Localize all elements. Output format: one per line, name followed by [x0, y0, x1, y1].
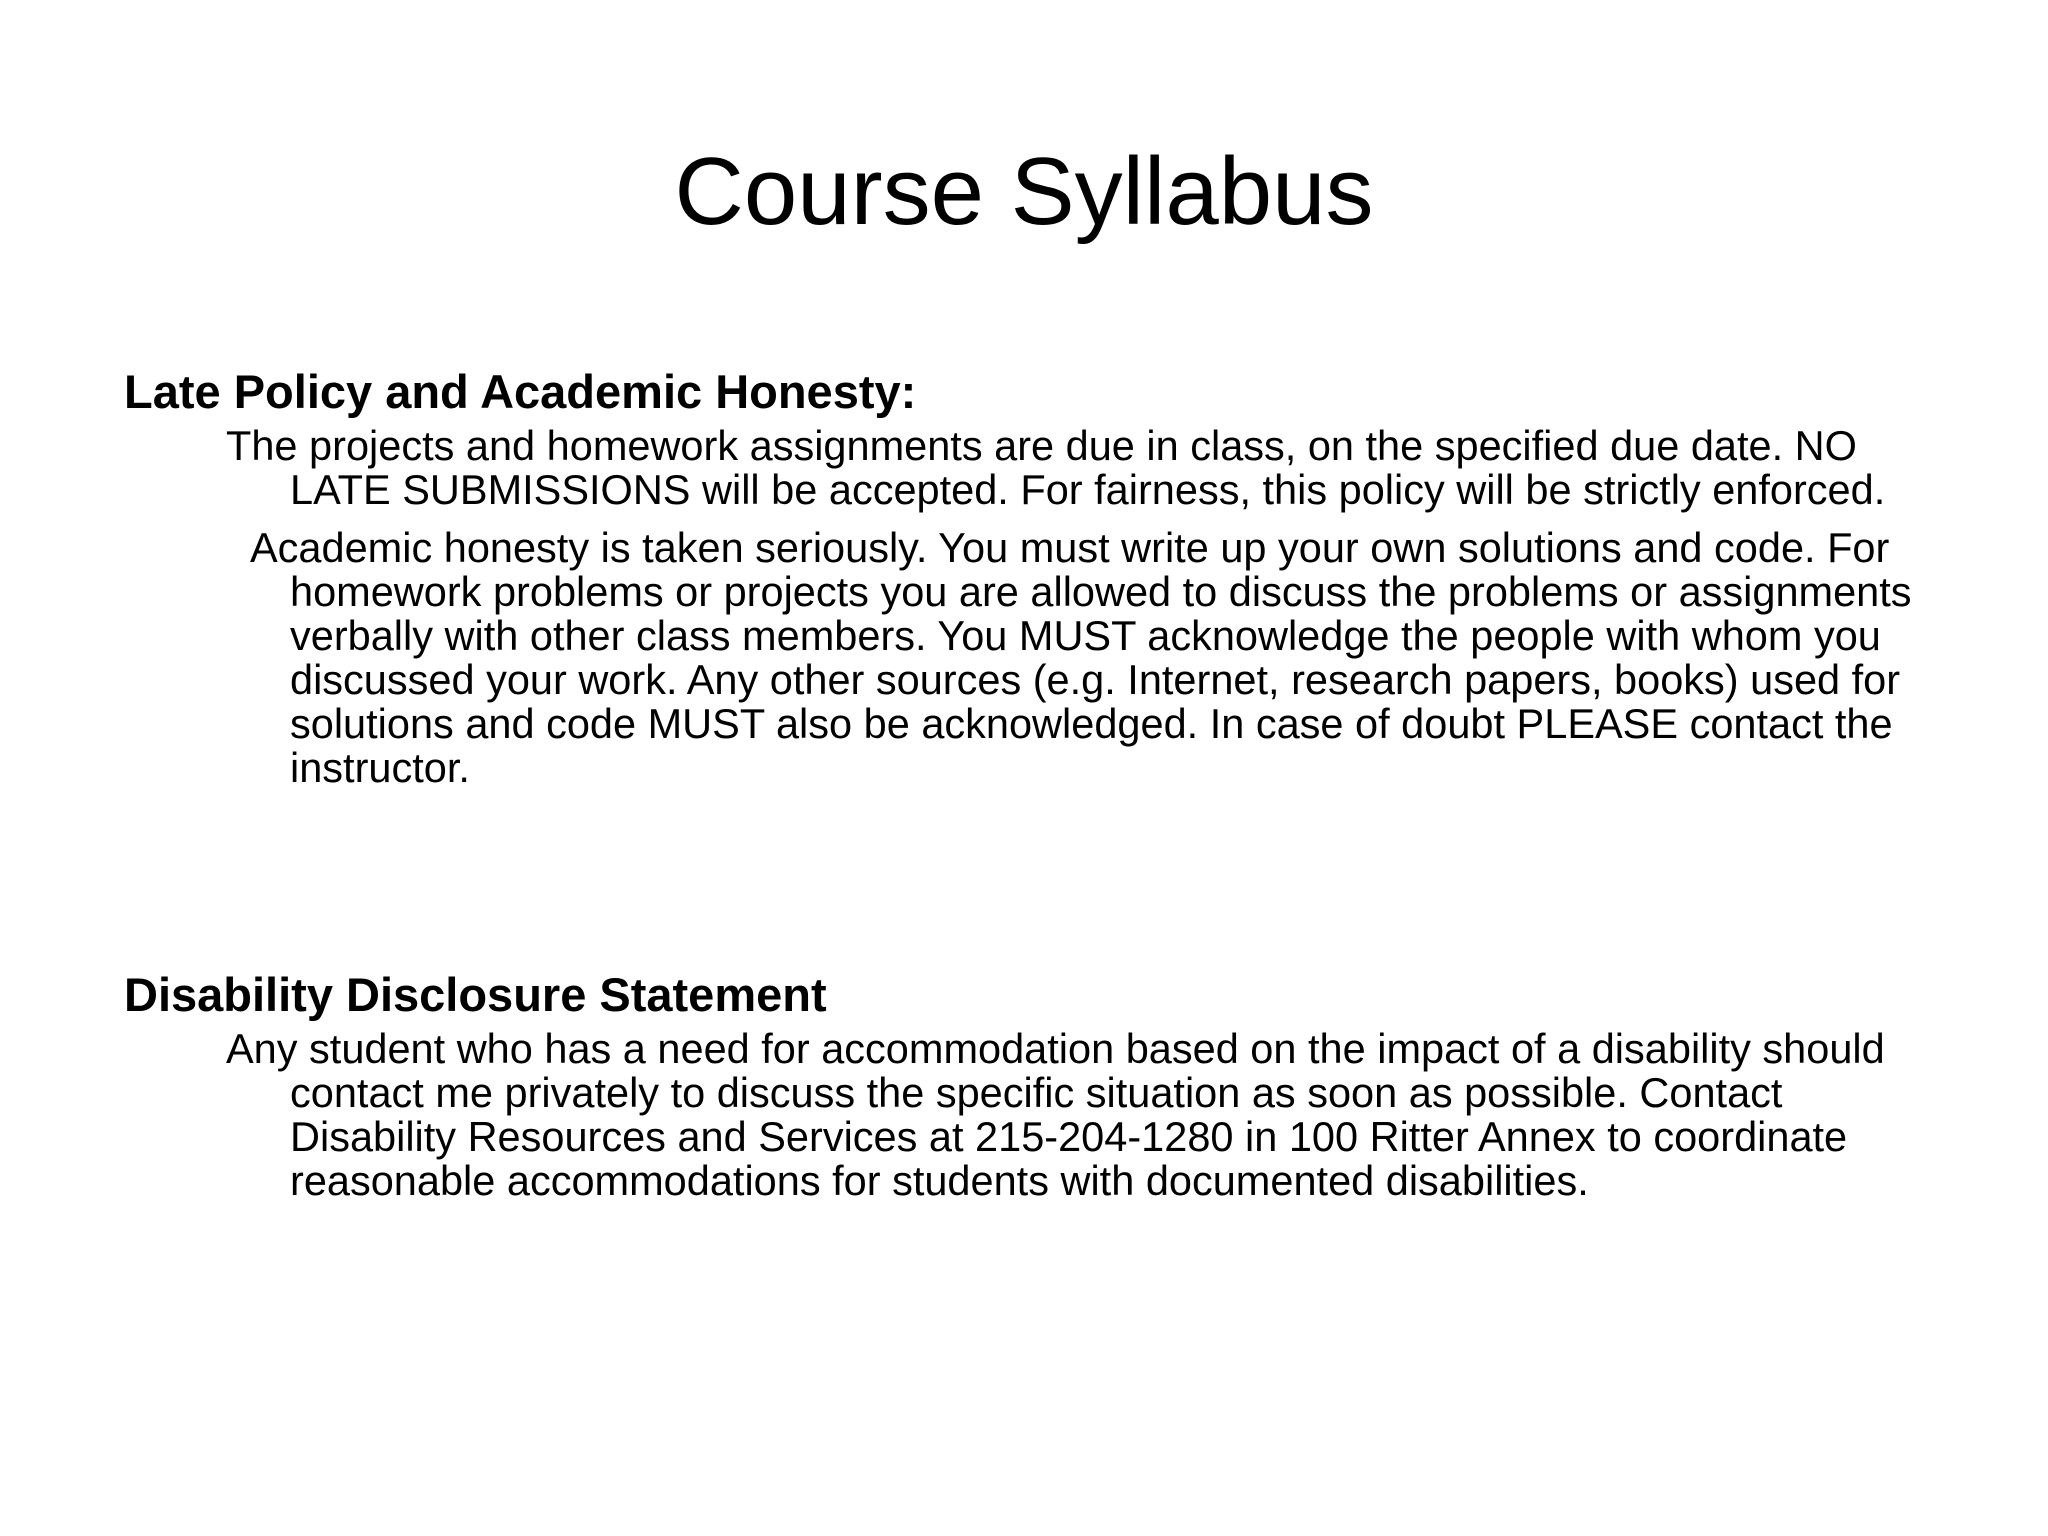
late-policy-section [124, 364, 1944, 790]
section-heading-late-policy: Late Policy and Academic Honesty: [124, 365, 917, 418]
academic-honesty-paragraph: Academic honesty is taken seriously. You must write up your own solutions and code. For homework problems or projects you are allowed to discuss the problems or assignments verbally with other class members. You MUST acknowledge the people with whom you discussed your work. Any other sources (e.g. Internet, research papers, books) used for solutions and code MUST also be acknowledged. In case of doubt PLEASE contact the instructor. [250, 524, 1912, 791]
page-title: Course Syllabus [674, 138, 1374, 245]
section-heading-disability: Disability Disclosure Statement [124, 968, 827, 1021]
disability-statement-section [124, 967, 1944, 1203]
late-policy-paragraph: The projects and homework assignments are due in class, on the specified due date. NO LATE SUBMISSIONS will be accepted. For fairness, this policy will be strictly enforced. [226, 422, 1886, 513]
disability-paragraph: Any student who has a need for accommodation based on the impact of a disability should contact me privately to discuss the specific situation as soon as possible. Contact Disability Resources and Services at 215-204-1280 in 100 Ritter Annex to coordinate reasonable accommodations for students with documented disabilities. [226, 1025, 1885, 1204]
